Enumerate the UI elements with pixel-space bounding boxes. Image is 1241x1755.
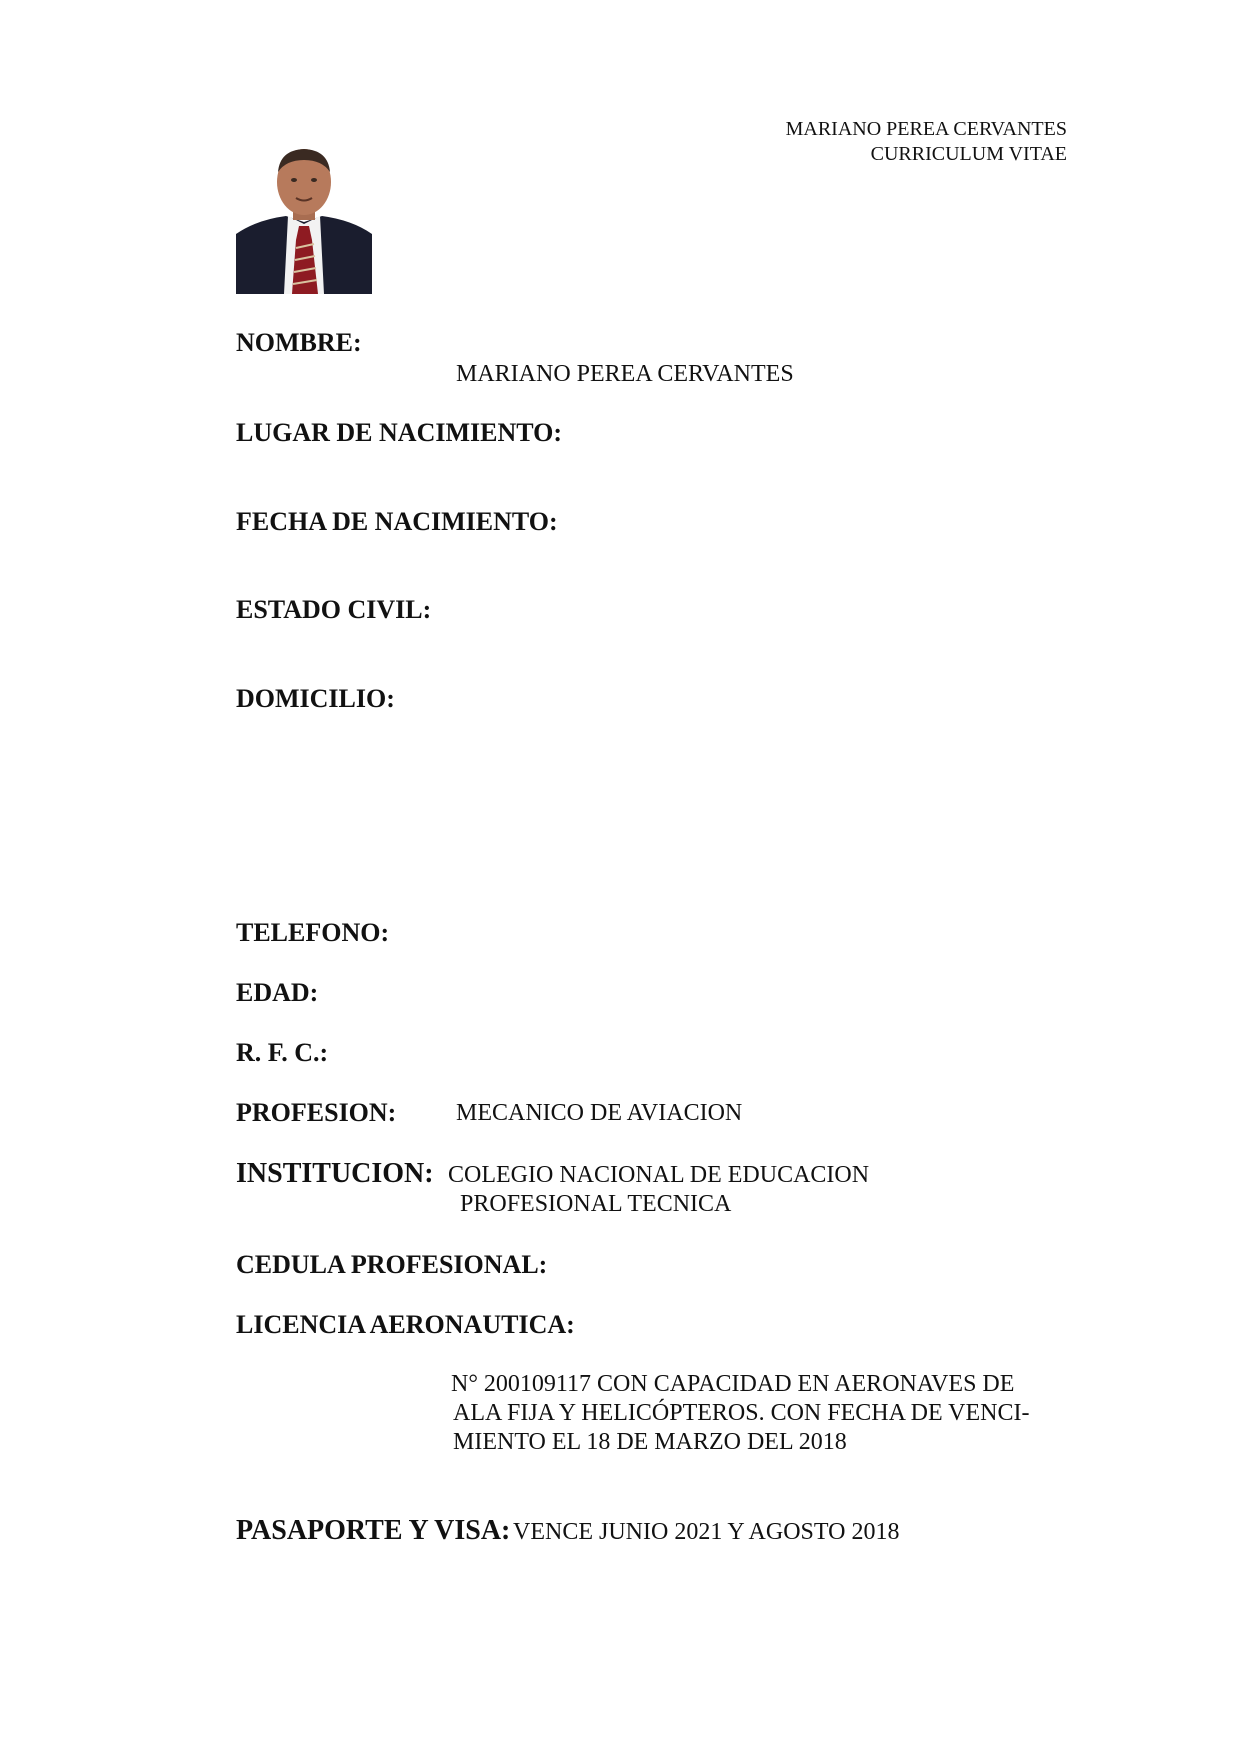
nombre-value: MARIANO PEREA CERVANTES — [456, 361, 794, 387]
institucion-label: INSTITUCION: — [236, 1158, 434, 1189]
profesion-label: PROFESION: — [236, 1098, 397, 1127]
licencia-value-line3: MIENTO EL 18 DE MARZO DEL 2018 — [453, 1429, 847, 1455]
telefono-label: TELEFONO: — [236, 918, 390, 947]
licencia-aeronautica-label: LICENCIA AERONAUTICA: — [236, 1310, 575, 1339]
portrait-photo — [236, 148, 372, 294]
header-doc-type: CURRICULUM VITAE — [870, 143, 1067, 165]
pasaporte-visa-value: VENCE JUNIO 2021 Y AGOSTO 2018 — [513, 1519, 900, 1545]
cedula-profesional-label: CEDULA PROFESIONAL: — [236, 1250, 548, 1279]
header-name: MARIANO PEREA CERVANTES — [785, 118, 1067, 140]
licencia-value-line1: N° 200109117 CON CAPACIDAD EN AERONAVES DE — [451, 1371, 1015, 1397]
lugar-nacimiento-label: LUGAR DE NACIMIENTO: — [236, 418, 562, 447]
institucion-value-line2: PROFESIONAL TECNICA — [460, 1191, 732, 1217]
domicilio-label: DOMICILIO: — [236, 684, 395, 713]
institucion-value-line1: COLEGIO NACIONAL DE EDUCACION — [448, 1162, 870, 1188]
fecha-nacimiento-label: FECHA DE NACIMIENTO: — [236, 507, 558, 536]
licencia-value-line2: ALA FIJA Y HELICÓPTEROS. CON FECHA DE VENCI- — [453, 1400, 1030, 1426]
profesion-value: MECANICO DE AVIACION — [456, 1100, 743, 1126]
edad-label: EDAD: — [236, 978, 319, 1007]
estado-civil-label: ESTADO CIVIL: — [236, 595, 432, 624]
nombre-label: NOMBRE: — [236, 328, 362, 357]
pasaporte-visa-label: PASAPORTE Y VISA: — [236, 1515, 511, 1546]
rfc-label: R. F. C.: — [236, 1038, 329, 1067]
